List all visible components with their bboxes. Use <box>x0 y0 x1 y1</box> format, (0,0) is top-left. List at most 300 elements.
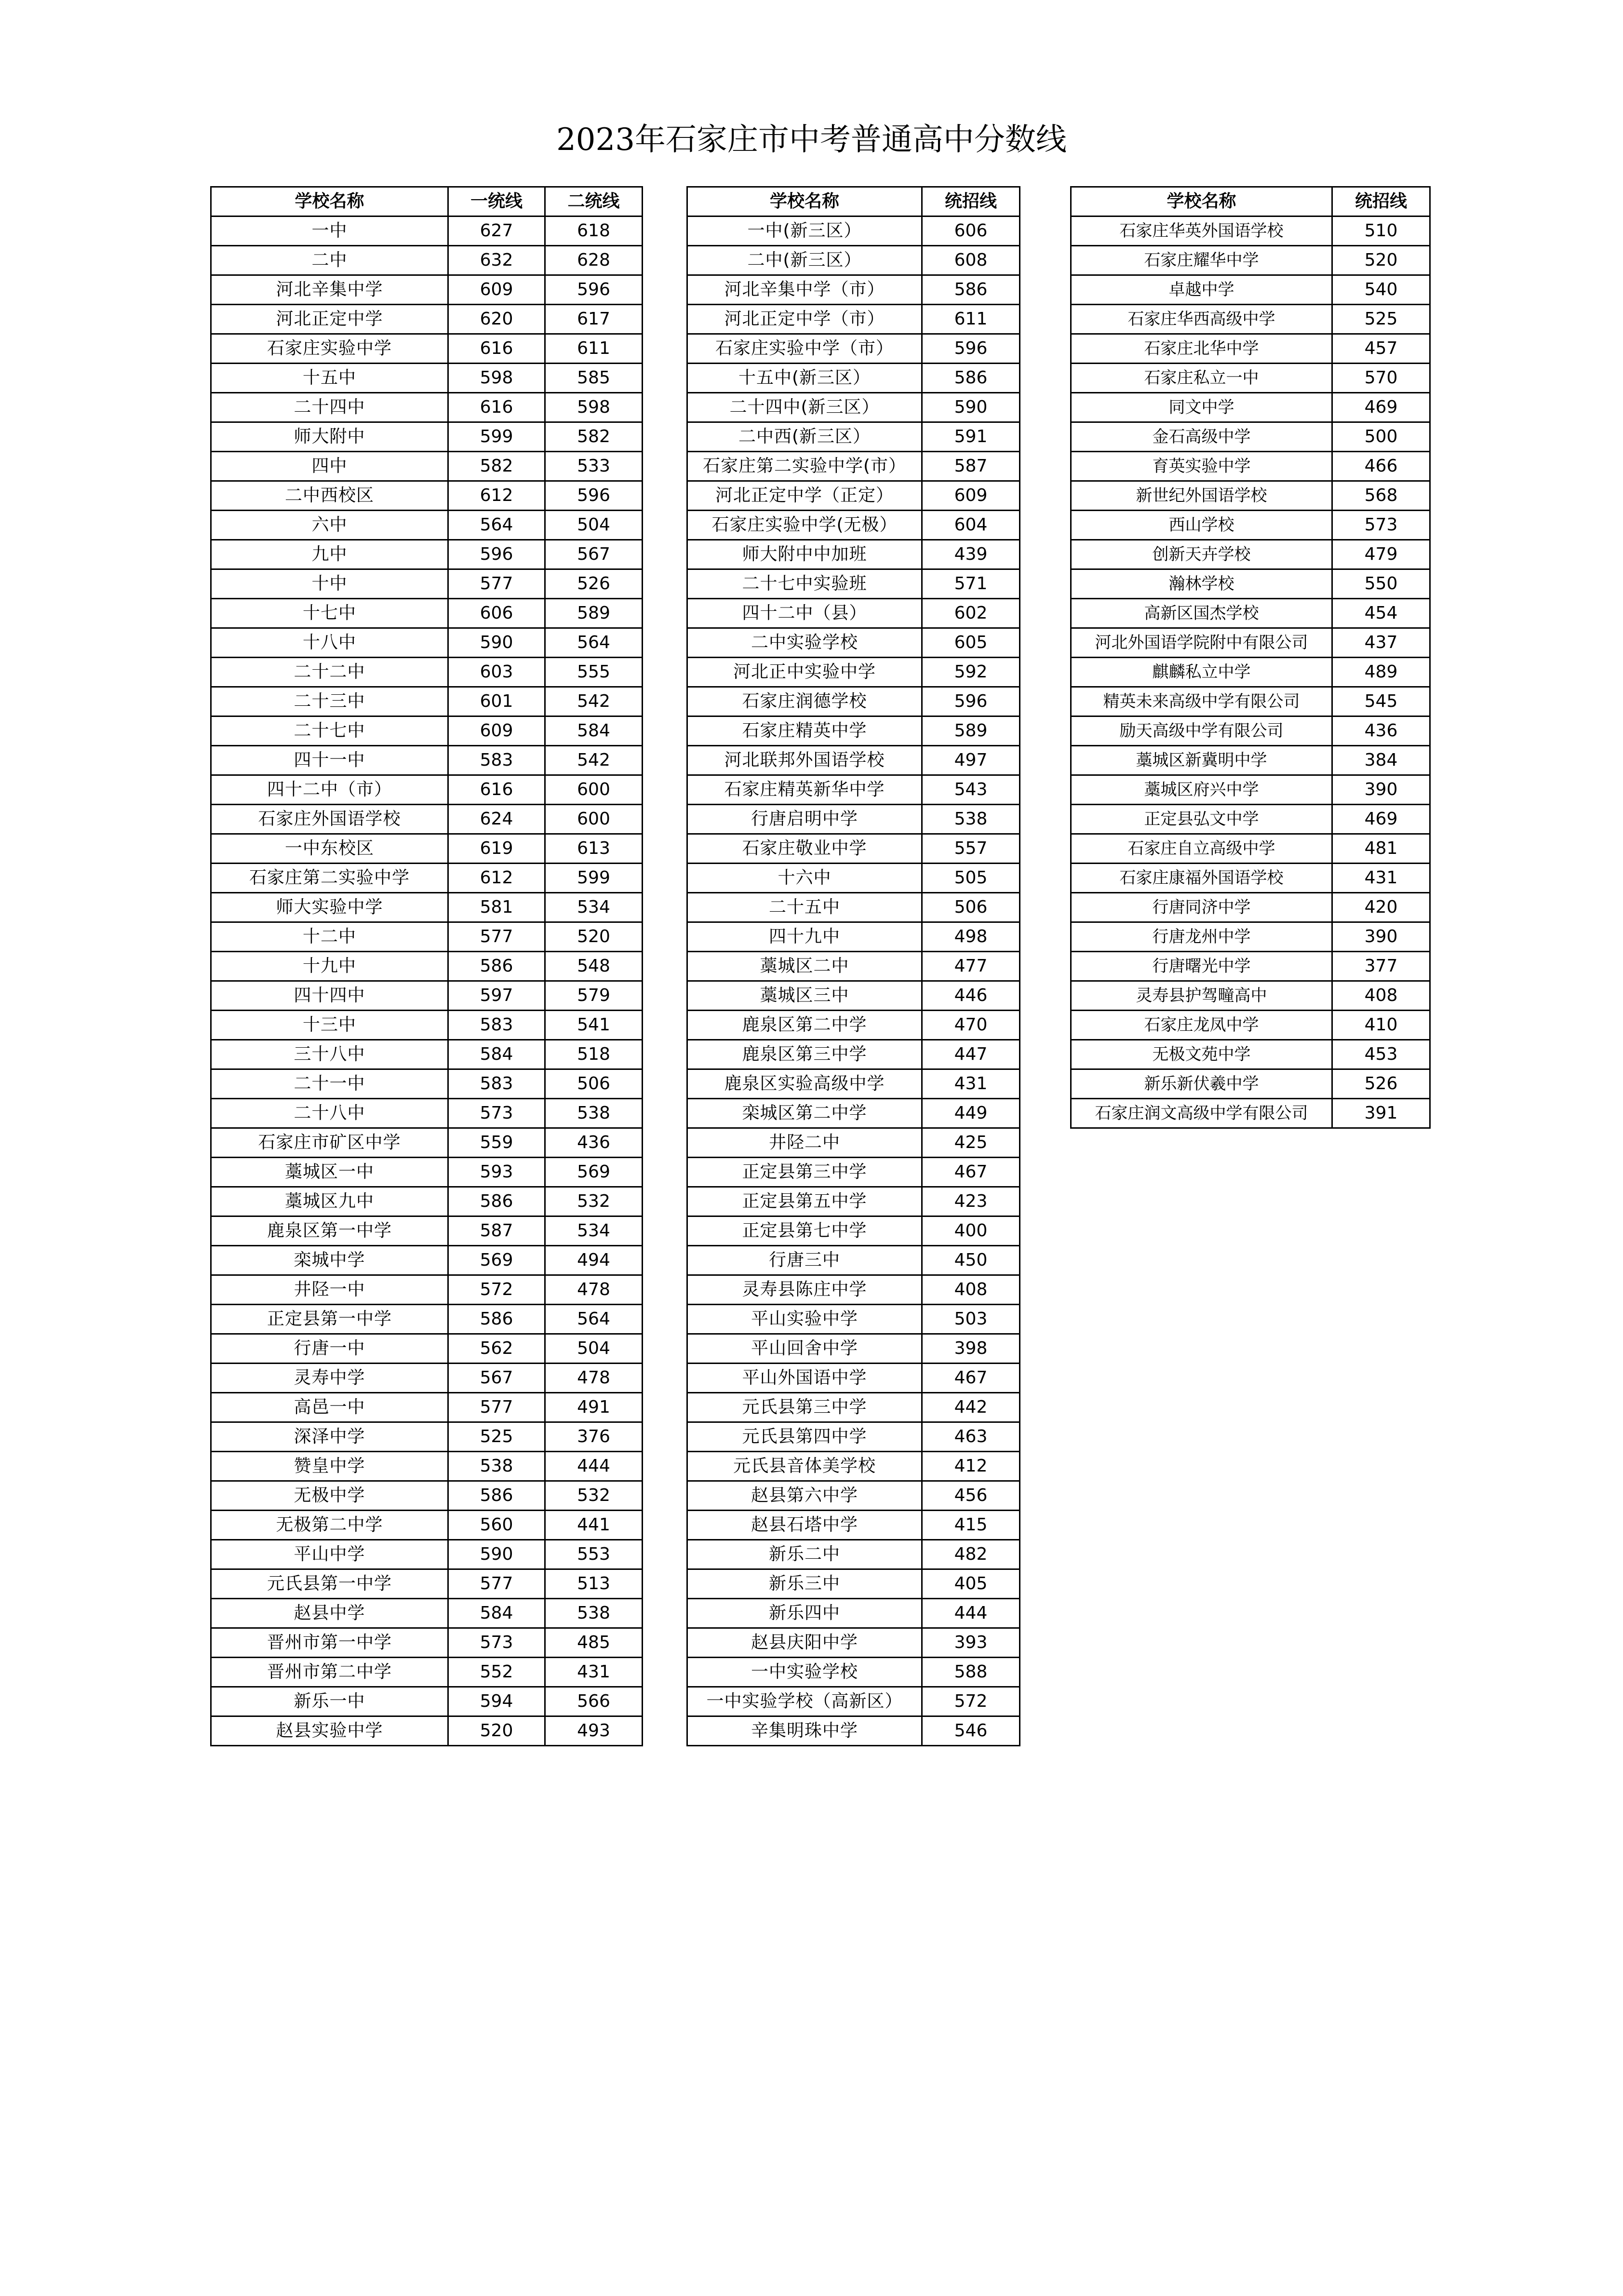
header-enrollment-line: 统招线 <box>1332 187 1430 216</box>
table-row <box>211 1599 643 1628</box>
table-row <box>1071 864 1430 893</box>
second-line-score: 534 <box>545 893 643 922</box>
enrollment-line-score: 390 <box>1332 775 1430 805</box>
table-row <box>1071 834 1430 864</box>
table-row <box>687 1393 1020 1422</box>
enrollment-line-score: 482 <box>922 1540 1020 1569</box>
table-row <box>687 746 1020 775</box>
table-row <box>211 1246 643 1275</box>
school-name-cell: 麒麟私立中学 <box>1071 658 1332 687</box>
second-line-score: 441 <box>545 1511 643 1540</box>
table-header-row <box>687 187 1020 216</box>
second-line-score: 584 <box>545 716 643 746</box>
school-name-cell: 育英实验中学 <box>1071 452 1332 481</box>
table-row <box>211 687 643 716</box>
second-line-score: 564 <box>545 628 643 658</box>
first-line-score: 632 <box>448 246 545 275</box>
table-row <box>687 1540 1020 1569</box>
table-row <box>687 1158 1020 1187</box>
table-row <box>211 275 643 305</box>
second-line-score: 579 <box>545 981 643 1011</box>
enrollment-line-score: 447 <box>922 1040 1020 1069</box>
second-line-score: 628 <box>545 246 643 275</box>
header-school-name: 学校名称 <box>687 187 922 216</box>
table-row <box>1071 1069 1430 1099</box>
enrollment-line-score: 557 <box>922 834 1020 864</box>
enrollment-line-score: 588 <box>922 1658 1020 1687</box>
table-row <box>211 422 643 452</box>
school-name-cell: 一中实验学校 <box>687 1658 922 1687</box>
enrollment-line-score: 591 <box>922 422 1020 452</box>
second-line-score: 376 <box>545 1422 643 1452</box>
table-row <box>1071 393 1430 422</box>
table-row <box>687 864 1020 893</box>
table-row <box>211 1158 643 1187</box>
table-row <box>211 1216 643 1246</box>
first-line-score: 572 <box>448 1275 545 1305</box>
school-name-cell: 石家庄康福外国语学校 <box>1071 864 1332 893</box>
school-name-cell: 石家庄耀华中学 <box>1071 246 1332 275</box>
school-name-cell: 河北外国语学院附中有限公司 <box>1071 628 1332 658</box>
enrollment-line-score: 449 <box>922 1099 1020 1128</box>
enrollment-line-score: 390 <box>1332 922 1430 952</box>
table-row <box>687 1569 1020 1599</box>
enrollment-line-score: 481 <box>1332 834 1430 864</box>
table-header-row <box>1071 187 1430 216</box>
enrollment-line-score: 596 <box>922 334 1020 364</box>
second-line-score: 555 <box>545 658 643 687</box>
enrollment-line-score: 408 <box>922 1275 1020 1305</box>
school-name-cell: 九中 <box>211 540 448 569</box>
school-name-cell: 四中 <box>211 452 448 481</box>
table-row <box>1071 246 1430 275</box>
first-line-score: 596 <box>448 540 545 569</box>
school-name-cell: 二十七中实验班 <box>687 569 922 599</box>
table-row <box>211 1305 643 1334</box>
enrollment-line-score: 450 <box>922 1246 1020 1275</box>
school-name-cell: 平山实验中学 <box>687 1305 922 1334</box>
table-row <box>211 1128 643 1158</box>
table-row <box>1071 511 1430 540</box>
school-name-cell: 鹿泉区第二中学 <box>687 1011 922 1040</box>
table-row <box>211 658 643 687</box>
enrollment-line-score: 442 <box>922 1393 1020 1422</box>
score-table-enrollment-a <box>686 186 1020 1746</box>
second-line-score: 518 <box>545 1040 643 1069</box>
enrollment-line-score: 436 <box>1332 716 1430 746</box>
second-line-score: 478 <box>545 1275 643 1305</box>
first-line-score: 612 <box>448 481 545 511</box>
school-name-cell: 无极中学 <box>211 1481 448 1511</box>
school-name-cell: 四十一中 <box>211 746 448 775</box>
enrollment-line-score: 586 <box>922 275 1020 305</box>
school-name-cell: 二十四中 <box>211 393 448 422</box>
school-name-cell: 辛集明珠中学 <box>687 1716 922 1746</box>
school-name-cell: 栾城中学 <box>211 1246 448 1275</box>
score-table-unified <box>210 186 643 1746</box>
table-row <box>211 540 643 569</box>
second-line-score: 485 <box>545 1628 643 1658</box>
second-line-score: 569 <box>545 1158 643 1187</box>
first-line-score: 590 <box>448 1540 545 1569</box>
first-line-score: 583 <box>448 746 545 775</box>
enrollment-line-score: 525 <box>1332 305 1430 334</box>
school-name-cell: 师大附中中加班 <box>687 540 922 569</box>
school-name-cell: 二十五中 <box>687 893 922 922</box>
table-row <box>211 893 643 922</box>
first-line-score: 601 <box>448 687 545 716</box>
first-line-score: 603 <box>448 658 545 687</box>
school-name-cell: 正定县第五中学 <box>687 1187 922 1216</box>
school-name-cell: 河北辛集中学 <box>211 275 448 305</box>
table-row <box>211 628 643 658</box>
table-row <box>687 1069 1020 1099</box>
table-row <box>687 658 1020 687</box>
enrollment-line-score: 398 <box>922 1334 1020 1364</box>
table-row <box>1071 1011 1430 1040</box>
table-row <box>211 1569 643 1599</box>
school-name-cell: 平山外国语中学 <box>687 1364 922 1393</box>
school-name-cell: 河北正中实验中学 <box>687 658 922 687</box>
enrollment-line-score: 611 <box>922 305 1020 334</box>
school-name-cell: 六中 <box>211 511 448 540</box>
table-row <box>687 1305 1020 1334</box>
enrollment-line-score: 497 <box>922 746 1020 775</box>
enrollment-line-score: 586 <box>922 364 1020 393</box>
table-row <box>687 1364 1020 1393</box>
school-name-cell: 十八中 <box>211 628 448 658</box>
first-line-score: 586 <box>448 1481 545 1511</box>
second-line-score: 532 <box>545 1481 643 1511</box>
enrollment-line-score: 587 <box>922 452 1020 481</box>
table-row <box>1071 922 1430 952</box>
table-row <box>687 1334 1020 1364</box>
table-row <box>211 716 643 746</box>
second-line-score: 548 <box>545 952 643 981</box>
first-line-score: 620 <box>448 305 545 334</box>
enrollment-line-score: 589 <box>922 716 1020 746</box>
table-row <box>211 364 643 393</box>
table-row <box>687 1187 1020 1216</box>
school-name-cell: 新世纪外国语学校 <box>1071 481 1332 511</box>
school-name-cell: 四十二中（县） <box>687 599 922 628</box>
enrollment-line-score: 520 <box>1332 246 1430 275</box>
first-line-score: 587 <box>448 1216 545 1246</box>
enrollment-line-score: 571 <box>922 569 1020 599</box>
enrollment-line-score: 510 <box>1332 216 1430 246</box>
enrollment-line-score: 420 <box>1332 893 1430 922</box>
school-name-cell: 石家庄龙凤中学 <box>1071 1011 1332 1040</box>
enrollment-line-score: 545 <box>1332 687 1430 716</box>
school-name-cell: 石家庄华西高级中学 <box>1071 305 1332 334</box>
school-name-cell: 石家庄润德学校 <box>687 687 922 716</box>
enrollment-line-score: 467 <box>922 1158 1020 1187</box>
school-name-cell: 灵寿县陈庄中学 <box>687 1275 922 1305</box>
enrollment-line-score: 605 <box>922 628 1020 658</box>
school-name-cell: 西山学校 <box>1071 511 1332 540</box>
second-line-score: 526 <box>545 569 643 599</box>
table-row <box>211 1393 643 1422</box>
enrollment-line-score: 608 <box>922 246 1020 275</box>
school-name-cell: 励天高级中学有限公司 <box>1071 716 1332 746</box>
second-line-score: 538 <box>545 1599 643 1628</box>
first-line-score: 616 <box>448 393 545 422</box>
table-row <box>211 1364 643 1393</box>
first-line-score: 559 <box>448 1128 545 1158</box>
table-row <box>687 1011 1020 1040</box>
school-name-cell: 行唐龙州中学 <box>1071 922 1332 952</box>
enrollment-line-score: 444 <box>922 1599 1020 1628</box>
table-row <box>211 1716 643 1746</box>
enrollment-line-score: 437 <box>1332 628 1430 658</box>
school-name-cell: 二十三中 <box>211 687 448 716</box>
table-row <box>1071 364 1430 393</box>
first-line-score: 584 <box>448 1040 545 1069</box>
table-row <box>1071 658 1430 687</box>
second-line-score: 585 <box>545 364 643 393</box>
first-line-score: 594 <box>448 1687 545 1716</box>
school-name-cell: 赞皇中学 <box>211 1452 448 1481</box>
second-line-score: 553 <box>545 1540 643 1569</box>
table-row <box>1071 216 1430 246</box>
table-row <box>687 452 1020 481</box>
first-line-score: 569 <box>448 1246 545 1275</box>
header-school-name: 学校名称 <box>1071 187 1332 216</box>
table-row <box>687 775 1020 805</box>
school-name-cell: 石家庄敬业中学 <box>687 834 922 864</box>
table-row <box>211 1099 643 1128</box>
table-row <box>211 1069 643 1099</box>
enrollment-line-score: 377 <box>1332 952 1430 981</box>
first-line-score: 624 <box>448 805 545 834</box>
enrollment-line-score: 410 <box>1332 1011 1430 1040</box>
second-line-score: 533 <box>545 452 643 481</box>
table-row <box>211 334 643 364</box>
table-row <box>1071 334 1430 364</box>
school-name-cell: 河北辛集中学（市） <box>687 275 922 305</box>
enrollment-line-score: 506 <box>922 893 1020 922</box>
table-row <box>211 1658 643 1687</box>
school-name-cell: 高新区国杰学校 <box>1071 599 1332 628</box>
enrollment-line-score: 498 <box>922 922 1020 952</box>
first-line-score: 577 <box>448 922 545 952</box>
second-line-score: 598 <box>545 393 643 422</box>
school-name-cell: 四十二中（市） <box>211 775 448 805</box>
first-line-score: 573 <box>448 1099 545 1128</box>
school-name-cell: 二中西(新三区） <box>687 422 922 452</box>
school-name-cell: 平山回舍中学 <box>687 1334 922 1364</box>
school-name-cell: 十五中 <box>211 364 448 393</box>
school-name-cell: 一中(新三区） <box>687 216 922 246</box>
school-name-cell: 鹿泉区第一中学 <box>211 1216 448 1246</box>
enrollment-line-score: 467 <box>922 1364 1020 1393</box>
school-name-cell: 赵县石塔中学 <box>687 1511 922 1540</box>
school-name-cell: 石家庄润文高级中学有限公司 <box>1071 1099 1332 1128</box>
second-line-score: 617 <box>545 305 643 334</box>
table-row <box>687 1275 1020 1305</box>
table-row <box>687 805 1020 834</box>
table-row <box>211 834 643 864</box>
table-row <box>211 1540 643 1569</box>
enrollment-line-score: 479 <box>1332 540 1430 569</box>
school-name-cell: 栾城区第二中学 <box>687 1099 922 1128</box>
school-name-cell: 一中 <box>211 216 448 246</box>
table-row <box>1071 1099 1430 1128</box>
enrollment-line-score: 405 <box>922 1569 1020 1599</box>
enrollment-line-score: 503 <box>922 1305 1020 1334</box>
table-row <box>687 1128 1020 1158</box>
school-name-cell: 新乐一中 <box>211 1687 448 1716</box>
school-name-cell: 元氏县第四中学 <box>687 1422 922 1452</box>
school-name-cell: 石家庄私立一中 <box>1071 364 1332 393</box>
school-name-cell: 石家庄实验中学 <box>211 334 448 364</box>
second-line-score: 504 <box>545 511 643 540</box>
second-line-score: 542 <box>545 687 643 716</box>
school-name-cell: 赵县中学 <box>211 1599 448 1628</box>
table-row <box>687 393 1020 422</box>
school-name-cell: 十三中 <box>211 1011 448 1040</box>
table-row <box>211 1040 643 1069</box>
school-name-cell: 瀚林学校 <box>1071 569 1332 599</box>
enrollment-line-score: 400 <box>922 1216 1020 1246</box>
table-row <box>211 981 643 1011</box>
school-name-cell: 石家庄北华中学 <box>1071 334 1332 364</box>
school-name-cell: 二中实验学校 <box>687 628 922 658</box>
school-name-cell: 石家庄自立高级中学 <box>1071 834 1332 864</box>
school-name-cell: 卓越中学 <box>1071 275 1332 305</box>
enrollment-line-score: 391 <box>1332 1099 1430 1128</box>
school-name-cell: 赵县庆阳中学 <box>687 1628 922 1658</box>
enrollment-line-score: 540 <box>1332 275 1430 305</box>
first-line-score: 525 <box>448 1422 545 1452</box>
table-row <box>687 540 1020 569</box>
table-row <box>211 1687 643 1716</box>
table-row <box>687 1246 1020 1275</box>
first-line-score: 586 <box>448 1187 545 1216</box>
table-row <box>211 1422 643 1452</box>
enrollment-line-score: 570 <box>1332 364 1430 393</box>
school-name-cell: 晋州市第一中学 <box>211 1628 448 1658</box>
school-name-cell: 河北联邦外国语学校 <box>687 746 922 775</box>
school-name-cell: 正定县第三中学 <box>687 1158 922 1187</box>
table-row <box>687 216 1020 246</box>
first-line-score: 564 <box>448 511 545 540</box>
second-line-score: 491 <box>545 1393 643 1422</box>
school-name-cell: 石家庄精英新华中学 <box>687 775 922 805</box>
school-name-cell: 行唐启明中学 <box>687 805 922 834</box>
table-row <box>687 1716 1020 1746</box>
school-name-cell: 石家庄实验中学（市） <box>687 334 922 364</box>
school-name-cell: 创新天卉学校 <box>1071 540 1332 569</box>
table-row <box>211 481 643 511</box>
table-row <box>211 1452 643 1481</box>
table-row <box>1071 599 1430 628</box>
first-line-score: 599 <box>448 422 545 452</box>
table-row <box>687 1040 1020 1069</box>
enrollment-line-score: 477 <box>922 952 1020 981</box>
table-row <box>211 569 643 599</box>
second-line-score: 538 <box>545 1099 643 1128</box>
school-name-cell: 十七中 <box>211 599 448 628</box>
enrollment-line-score: 568 <box>1332 481 1430 511</box>
table-row <box>687 1511 1020 1540</box>
table-row <box>687 716 1020 746</box>
table-row <box>211 952 643 981</box>
table-row <box>687 1452 1020 1481</box>
school-name-cell: 十六中 <box>687 864 922 893</box>
enrollment-line-score: 590 <box>922 393 1020 422</box>
first-line-score: 616 <box>448 775 545 805</box>
table-row <box>211 393 643 422</box>
school-name-cell: 金石高级中学 <box>1071 422 1332 452</box>
table-row <box>687 569 1020 599</box>
second-line-score: 478 <box>545 1364 643 1393</box>
table-row <box>211 599 643 628</box>
second-line-score: 564 <box>545 1305 643 1334</box>
table-row <box>687 628 1020 658</box>
school-name-cell: 二中(新三区） <box>687 246 922 275</box>
enrollment-line-score: 606 <box>922 216 1020 246</box>
table-row <box>687 275 1020 305</box>
second-line-score: 600 <box>545 805 643 834</box>
enrollment-line-score: 596 <box>922 687 1020 716</box>
page-title: 2023年石家庄市中考普通高中分数线 <box>556 122 1067 158</box>
second-line-score: 534 <box>545 1216 643 1246</box>
first-line-score: 562 <box>448 1334 545 1364</box>
enrollment-line-score: 384 <box>1332 746 1430 775</box>
table-row <box>1071 305 1430 334</box>
first-line-score: 616 <box>448 334 545 364</box>
table-row <box>687 1599 1020 1628</box>
table-row <box>1071 687 1430 716</box>
enrollment-line-score: 526 <box>1332 1069 1430 1099</box>
school-name-cell: 十九中 <box>211 952 448 981</box>
table-row <box>687 1687 1020 1716</box>
school-name-cell: 灵寿县护驾疃高中 <box>1071 981 1332 1011</box>
enrollment-line-score: 572 <box>922 1687 1020 1716</box>
first-line-score: 606 <box>448 599 545 628</box>
school-name-cell: 元氏县音体美学校 <box>687 1452 922 1481</box>
school-name-cell: 行唐同济中学 <box>1071 893 1332 922</box>
table-row <box>687 1628 1020 1658</box>
school-name-cell: 灵寿中学 <box>211 1364 448 1393</box>
school-name-cell: 石家庄实验中学(无极） <box>687 511 922 540</box>
table-row <box>211 1011 643 1040</box>
school-name-cell: 元氏县第三中学 <box>687 1393 922 1422</box>
table-row <box>687 422 1020 452</box>
school-name-cell: 一中实验学校（高新区） <box>687 1687 922 1716</box>
school-name-cell: 师大附中 <box>211 422 448 452</box>
table-row <box>687 305 1020 334</box>
table-row <box>211 1187 643 1216</box>
first-line-score: 609 <box>448 275 545 305</box>
second-line-score: 436 <box>545 1128 643 1158</box>
first-line-score: 590 <box>448 628 545 658</box>
table-row <box>1071 628 1430 658</box>
school-name-cell: 新乐四中 <box>687 1599 922 1628</box>
table-row <box>687 334 1020 364</box>
second-line-score: 431 <box>545 1658 643 1687</box>
enrollment-line-score: 546 <box>922 1716 1020 1746</box>
table-row <box>687 1099 1020 1128</box>
school-name-cell: 二中西校区 <box>211 481 448 511</box>
table-row <box>211 864 643 893</box>
first-line-score: 609 <box>448 716 545 746</box>
table-row <box>1071 805 1430 834</box>
first-line-score: 577 <box>448 1393 545 1422</box>
school-name-cell: 赵县实验中学 <box>211 1716 448 1746</box>
school-name-cell: 行唐三中 <box>687 1246 922 1275</box>
